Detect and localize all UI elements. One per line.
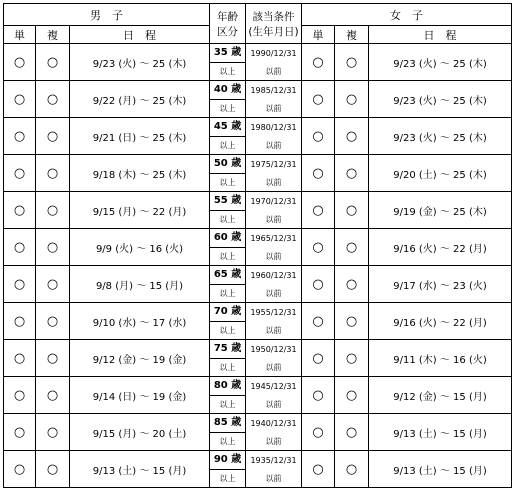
birth-suffix: 以前: [265, 177, 282, 187]
male-doubles-mark: ○: [36, 118, 70, 155]
male-singles-mark: ○: [4, 451, 36, 488]
eligibility: [246, 229, 302, 266]
age-category: [210, 303, 246, 340]
female-doubles-mark: ○: [335, 377, 369, 414]
male-singles-mark: ○: [4, 377, 36, 414]
female-doubles-mark: ○: [335, 81, 369, 118]
female-dates: 9/11 (木) ～ 16 (火): [369, 340, 512, 377]
age-value: 40 歳: [210, 81, 245, 100]
male-doubles-mark: ○: [36, 155, 70, 192]
male-doubles-mark: ○: [36, 81, 70, 118]
female-doubles-mark: ○: [335, 192, 369, 229]
birth-suffix: 以前: [265, 251, 282, 261]
female-doubles-header: 複: [335, 26, 369, 44]
female-doubles-mark: ○: [335, 118, 369, 155]
table-row: [4, 44, 512, 81]
age-suffix: 以上: [219, 104, 236, 113]
age-suffix: 以上: [219, 326, 236, 335]
female-singles-mark: ○: [302, 451, 335, 488]
table-row: [4, 118, 512, 155]
male-dates: 9/9 (火) ～ 16 (火): [70, 229, 210, 266]
table-row: [4, 340, 512, 377]
age-value: 85 歳: [210, 414, 245, 433]
eligibility: [246, 81, 302, 118]
eligibility: [246, 155, 302, 192]
age-category-header: [210, 4, 246, 44]
eligibility-header-top: 該当条件: [252, 10, 295, 23]
birth-date: 1935/12/31: [250, 455, 297, 465]
age-category: [210, 377, 246, 414]
male-dates: 9/10 (水) ～ 17 (水): [70, 303, 210, 340]
male-doubles-mark: ○: [36, 340, 70, 377]
age-value: 50 歳: [210, 155, 245, 174]
female-dates: 9/16 (火) ～ 22 (月): [369, 229, 512, 266]
birth-suffix: 以前: [265, 140, 282, 150]
female-singles-mark: ○: [302, 81, 335, 118]
female-singles-mark: ○: [302, 44, 335, 81]
female-doubles-mark: ○: [335, 414, 369, 451]
female-dates: 9/20 (土) ～ 25 (木): [369, 155, 512, 192]
female-doubles-mark: ○: [335, 266, 369, 303]
age-value: 60 歳: [210, 229, 245, 248]
male-doubles-header: 複: [36, 26, 70, 44]
birth-date: 1940/12/31: [250, 418, 297, 428]
female-dates: 9/23 (火) ～ 25 (木): [369, 118, 512, 155]
birth-date: 1985/12/31: [250, 85, 297, 95]
table-row: [4, 414, 512, 451]
eligibility: [246, 118, 302, 155]
male-dates: 9/22 (月) ～ 25 (木): [70, 81, 210, 118]
age-category: [210, 155, 246, 192]
female-singles-mark: ○: [302, 229, 335, 266]
age-category: [210, 340, 246, 377]
male-singles-mark: ○: [4, 340, 36, 377]
male-singles-mark: ○: [4, 229, 36, 266]
age-category: [210, 44, 246, 81]
table-row: [4, 155, 512, 192]
age-header-top: 年齢: [217, 10, 239, 23]
eligibility: [246, 44, 302, 81]
birth-suffix: 以前: [265, 436, 282, 446]
schedule-table: [3, 3, 512, 488]
birth-suffix: 以前: [265, 399, 282, 409]
male-dates: 9/21 (日) ～ 25 (木): [70, 118, 210, 155]
female-singles-mark: ○: [302, 340, 335, 377]
age-category: [210, 266, 246, 303]
birth-suffix: 以前: [265, 288, 282, 298]
female-dates: 9/19 (金) ～ 25 (木): [369, 192, 512, 229]
male-dates: 9/14 (日) ～ 19 (金): [70, 377, 210, 414]
female-singles-mark: ○: [302, 155, 335, 192]
age-suffix: 以上: [219, 215, 236, 224]
male-schedule-header: 日 程: [70, 26, 210, 44]
male-singles-mark: ○: [4, 81, 36, 118]
eligibility: [246, 340, 302, 377]
male-singles-mark: ○: [4, 192, 36, 229]
birth-date: 1975/12/31: [250, 159, 297, 169]
birth-date: 1960/12/31: [250, 270, 297, 280]
male-doubles-mark: ○: [36, 414, 70, 451]
age-value: 75 歳: [210, 340, 245, 359]
birth-date: 1990/12/31: [250, 48, 297, 58]
female-singles-mark: ○: [302, 303, 335, 340]
age-value: 35 歳: [210, 44, 245, 63]
age-suffix: 以上: [219, 363, 236, 372]
birth-date: 1970/12/31: [250, 196, 297, 206]
table-row: [4, 81, 512, 118]
male-doubles-mark: ○: [36, 451, 70, 488]
eligibility-header: [246, 4, 302, 44]
birth-suffix: 以前: [265, 66, 282, 76]
male-doubles-mark: ○: [36, 377, 70, 414]
birth-date: 1955/12/31: [250, 307, 297, 317]
female-singles-mark: ○: [302, 414, 335, 451]
female-singles-mark: ○: [302, 377, 335, 414]
birth-suffix: 以前: [265, 473, 282, 483]
age-suffix: 以上: [219, 67, 236, 76]
female-doubles-mark: ○: [335, 155, 369, 192]
age-category: [210, 451, 246, 488]
female-schedule-header: 日 程: [369, 26, 512, 44]
male-singles-mark: ○: [4, 118, 36, 155]
eligibility: [246, 451, 302, 488]
female-header: 女 子: [302, 4, 512, 26]
eligibility: [246, 303, 302, 340]
female-doubles-mark: ○: [335, 229, 369, 266]
female-doubles-mark: ○: [335, 340, 369, 377]
age-category: [210, 192, 246, 229]
eligibility: [246, 414, 302, 451]
female-dates: 9/12 (金) ～ 15 (月): [369, 377, 512, 414]
eligibility: [246, 192, 302, 229]
birth-date: 1950/12/31: [250, 344, 297, 354]
male-singles-mark: ○: [4, 44, 36, 81]
female-dates: 9/13 (土) ～ 15 (月): [369, 414, 512, 451]
age-value: 45 歳: [210, 118, 245, 137]
male-doubles-mark: ○: [36, 229, 70, 266]
age-value: 65 歳: [210, 266, 245, 285]
male-dates: 9/18 (木) ～ 25 (木): [70, 155, 210, 192]
female-dates: 9/23 (火) ～ 25 (木): [369, 81, 512, 118]
age-suffix: 以上: [219, 141, 236, 150]
female-singles-mark: ○: [302, 266, 335, 303]
age-category: [210, 118, 246, 155]
age-category: [210, 81, 246, 118]
table-row: [4, 266, 512, 303]
table-row: [4, 377, 512, 414]
age-suffix: 以上: [219, 400, 236, 409]
male-singles-mark: ○: [4, 266, 36, 303]
female-dates: 9/13 (土) ～ 15 (月): [369, 451, 512, 488]
male-singles-mark: ○: [4, 155, 36, 192]
male-dates: 9/15 (月) ～ 22 (月): [70, 192, 210, 229]
age-suffix: 以上: [219, 178, 236, 187]
birth-date: 1945/12/31: [250, 381, 297, 391]
birth-date: 1980/12/31: [250, 122, 297, 132]
age-suffix: 以上: [219, 289, 236, 298]
female-singles-mark: ○: [302, 118, 335, 155]
birth-date: 1965/12/31: [250, 233, 297, 243]
male-doubles-mark: ○: [36, 192, 70, 229]
female-singles-header: 単: [302, 26, 335, 44]
male-dates: 9/8 (月) ～ 15 (月): [70, 266, 210, 303]
male-doubles-mark: ○: [36, 44, 70, 81]
age-category: [210, 414, 246, 451]
birth-suffix: 以前: [265, 214, 282, 224]
female-dates: 9/16 (火) ～ 22 (月): [369, 303, 512, 340]
male-singles-header: 単: [4, 26, 36, 44]
eligibility: [246, 377, 302, 414]
birth-suffix: 以前: [265, 325, 282, 335]
age-suffix: 以上: [219, 437, 236, 446]
male-singles-mark: ○: [4, 303, 36, 340]
table-row: [4, 192, 512, 229]
table-row: [4, 303, 512, 340]
age-value: 70 歳: [210, 303, 245, 322]
male-doubles-mark: ○: [36, 266, 70, 303]
table-row: [4, 451, 512, 488]
age-suffix: 以上: [219, 474, 236, 483]
male-doubles-mark: ○: [36, 303, 70, 340]
male-dates: 9/13 (土) ～ 15 (月): [70, 451, 210, 488]
eligibility-header-bottom: (生年月日): [248, 25, 299, 38]
birth-suffix: 以前: [265, 103, 282, 113]
female-dates: 9/23 (火) ～ 25 (木): [369, 44, 512, 81]
female-dates: 9/17 (水) ～ 23 (火): [369, 266, 512, 303]
male-dates: 9/12 (金) ～ 19 (金): [70, 340, 210, 377]
table-row: [4, 229, 512, 266]
female-doubles-mark: ○: [335, 451, 369, 488]
female-singles-mark: ○: [302, 192, 335, 229]
age-value: 80 歳: [210, 377, 245, 396]
age-value: 90 歳: [210, 451, 245, 470]
female-doubles-mark: ○: [335, 44, 369, 81]
birth-suffix: 以前: [265, 362, 282, 372]
male-singles-mark: ○: [4, 414, 36, 451]
female-doubles-mark: ○: [335, 303, 369, 340]
eligibility: [246, 266, 302, 303]
age-header-bottom: 区分: [217, 25, 239, 38]
male-header: 男 子: [4, 4, 210, 26]
age-category: [210, 229, 246, 266]
age-suffix: 以上: [219, 252, 236, 261]
male-dates: 9/23 (火) ～ 25 (木): [70, 44, 210, 81]
age-value: 55 歳: [210, 192, 245, 211]
male-dates: 9/15 (月) ～ 20 (土): [70, 414, 210, 451]
